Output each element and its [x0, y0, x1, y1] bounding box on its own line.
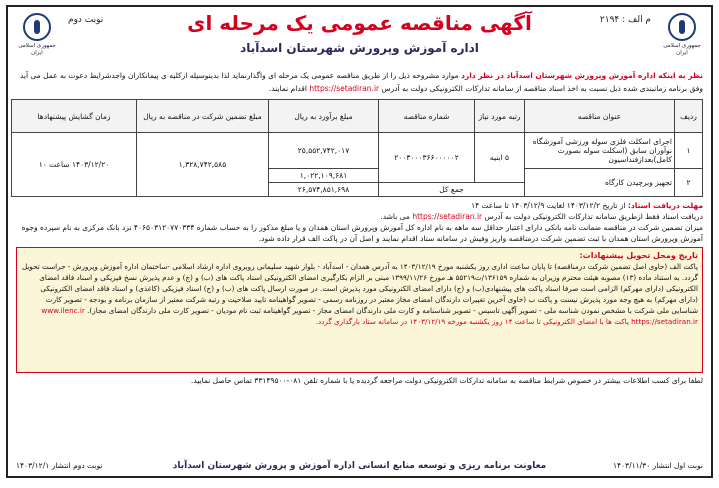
- table-row: [12, 133, 703, 169]
- row-grade: ۵ ابنیه: [475, 133, 525, 183]
- row-title: اجرای اسکلت فلزی سوله ورزشی آموزشگاه نوآوران سابق (اسکلت سوله بصورت کامل)بعدازفنداسیون: [525, 133, 675, 169]
- guarantee-terms: میزان تضمین شرکت در مناقصه ضمانت نامه بانکی دارای اعتبار حداقل سه ماهه به نام اداره کل آموزش وپرورش استان همدان و یا مبلغ مذکور را به حساب شماره ۴۰۶۵۰۳۱۲۰۷۷۰۳۳۴ نزد بانک مرکزی به نام سپرده وجوه آموزش وپرورش استان همدان با ثبت تضمین شرکت درمناقصه واریز وفیش در سامانه ستاد اقدام نمایند و اصل آن در پاکت الف قرار داده شود.: [21, 223, 703, 243]
- serial-number: م الف : ۲۱۹۴: [599, 15, 651, 25]
- submission-box: [16, 247, 703, 373]
- submission-p3: در صورت ارسال پاکت های (ب) و (ج) اسناد فیزیکی (کاغذی) و اسناد فاقد امضای الکترونیکی (دارای مهرکم) به هیچ وجه مورد پذیرش نیست و پاکت ب (حاوی آخرین تغییرات دارندگان امضای مجاز معتبر در روزنامه رسمی - تصویر گواهینامه تایید صلاحیت و رتبه شرکت معتبر از سازمان برنامه و بودجه - تصویر کارت شناسایی ملی شرکت با مشخص نمودن شناسه ملی - تصویر آگهی تاسیس - تصویر شناسنامه و کارت ملی دارندگان امضای مجاز - تصویر گواهینامه ثبت نام مودیان - تصویر کارت ملی دارندگان امضای مجاز).: [40, 284, 698, 315]
- ilenc-link[interactable]: www.ilenc.ir: [41, 306, 85, 315]
- total-value: ۲۶,۵۷۴,۸۵۱,۶۹۸: [269, 183, 379, 197]
- footer-org: معاونت برنامه ریزی و توسعه منابع انسانی اداره آموزش و پرورش شهرستان اسدآباد: [172, 461, 547, 471]
- submission-p4: پاکت ها با امضای الکترونیکی تا ساعت ۱۴ روز یکشنبه مورخه ۱۴۰۳/۱۲/۱۹ در سامانه ستاد بارگذاری گردد.: [315, 317, 629, 326]
- total-label: جمع کل: [379, 183, 525, 197]
- intro-lead: نظر به اینکه اداره آموزش وپرورش شهرستان اسدآباد در نظر دارد: [461, 71, 703, 80]
- submission-p2: به استناد ماده (۱۳) مصوبه هیئت محترم وزیران به شماره ۱۳۶۱۵۹/ت۵۵۲۱۹ هـ مورخ ۱۳۹۹/۱۱/۲۶ مبنی بر الزام بکارگیری امضای الکترونیکی اسناد پاکت های (ب) و (ج) و عدم پذیرش نسخ فیزیکی و اسناد فاقد امضای الکترونیکی (دارای مهرکم) الزامی است صرفا اسناد پاکت های پیشنهادی(ب) و (ج) دارای امضای الکترونیکی مورد پذیرش است.: [39, 273, 698, 293]
- tender-table: [11, 99, 703, 197]
- col-header-number: شماره مناقصه: [379, 100, 475, 133]
- deadline-label: مهلت دریافت اسناد:: [627, 201, 703, 210]
- submission-p1: پاکت الف (حاوی اصل تضمین شرکت درمناقصه) تا پایان ساعت اداری روز یکشنبه مورخ ۱۴۰۳/۱۲/۱۹ به آدرس همدان - اسدآباد - بلوار شهید سلیمانی روبروی اداره ارشاد اسلامی -ساختمان اداره آموزش وپرورش - حراست تحویل گردد.: [21, 262, 698, 282]
- col-header-index: ردیف: [675, 100, 703, 133]
- logo-left-caption: جمهوری اسلامی ایران: [18, 43, 56, 56]
- col-header-opening: زمان گشایش پیشنهادها: [12, 100, 137, 133]
- col-header-estimate: مبلغ برآورد به ریال: [269, 100, 379, 133]
- row-estimate: ۲۵,۵۵۲,۷۴۲,۰۱۷: [269, 133, 379, 169]
- submission-heading: تاریخ ومحل تحویل پیشنهادات:: [579, 251, 698, 260]
- setad-link[interactable]: https://setadiran.ir: [309, 84, 380, 93]
- row-title: تجهیز وبرچیدن کارگاه: [525, 169, 675, 197]
- intro-tail: اقدام نمایند.: [268, 84, 307, 93]
- table-header-row: [12, 100, 703, 133]
- deadline-download: دریافت اسناد فقط ازطریق سامانه تدارکات الکترونیکی دولت به آدرس: [484, 212, 703, 221]
- notice-subtitle: اداره آموزش وپرورش شهرستان اسدآباد: [240, 41, 479, 55]
- row-number: ۲۰۰۳۰۰۰۳۶۶۰۰۰۰۰۲: [379, 133, 475, 183]
- deadline-download-tail: می باشد.: [380, 212, 410, 221]
- publication-stage: نوبت دوم: [68, 15, 104, 25]
- col-header-grade: رتبه مورد نیاز: [475, 100, 525, 133]
- notice-header: [8, 7, 711, 69]
- notice-title: آگهی مناقصه عمومی یک مرحله ای: [187, 11, 532, 35]
- row-index: ۲: [675, 169, 703, 197]
- row-opening: ۱۴۰۳/۱۲/۲۰ ساعت ۱۰: [12, 133, 137, 197]
- contact-note: لطفا برای کسب اطلاعات بیشتر در خصوص شرایط مناقصه به سامانه تدارکات الکترونیکی دولت مراجعه گردیده یا با شماره تلفن ۰۸۱-۳۳۱۴۹۵۰۰ تماس حاصل نمایید.: [190, 376, 703, 385]
- intro-body: موارد مشروحه ذیل را از طریق مناقصه عمومی یک مرحله ای واگذارنماید لذا بدینوسیله ازکلیه ی پیمانکاران واجدشرایط دعوت به عمل می آید وفق برنامه زمانبندی شده ذیل نسبت به اخذ اسناد مناقصه از سامانه تدارکات الکترونیکی دولت به آدرس: [19, 71, 703, 93]
- tender-notice: [6, 5, 713, 478]
- setad-link[interactable]: https://setadiran.ir: [631, 317, 698, 326]
- deadline-section: [8, 197, 711, 244]
- row-index: ۱: [675, 133, 703, 169]
- row-guarantee: ۱,۳۲۸,۷۴۲,۵۸۵: [137, 133, 269, 197]
- second-publication-date: نوبت دوم انتشار ۱۴۰۳/۱۲/۱: [16, 461, 103, 470]
- col-header-guarantee: مبلغ تضمین شرکت در مناقصه به ریال: [137, 100, 269, 133]
- col-header-title: عنوان مناقصه: [525, 100, 675, 133]
- deadline-dates: از تاریخ ۱۴۰۳/۱۲/۲ لغایت ۱۴۰۳/۱۲/۹ تا ساعت ۱۴: [471, 201, 626, 210]
- first-publication-date: نوبت اول انتشار ۱۴۰۳/۱۱/۳۰: [612, 461, 703, 470]
- intro-paragraph: [8, 69, 711, 95]
- setad-link[interactable]: https://setadiran.ir: [412, 212, 483, 221]
- notice-footer: [16, 459, 703, 473]
- row-estimate: ۱,۰۲۲,۱۰۹,۶۸۱: [269, 169, 379, 183]
- logo-right-caption: جمهوری اسلامی ایران: [663, 43, 701, 56]
